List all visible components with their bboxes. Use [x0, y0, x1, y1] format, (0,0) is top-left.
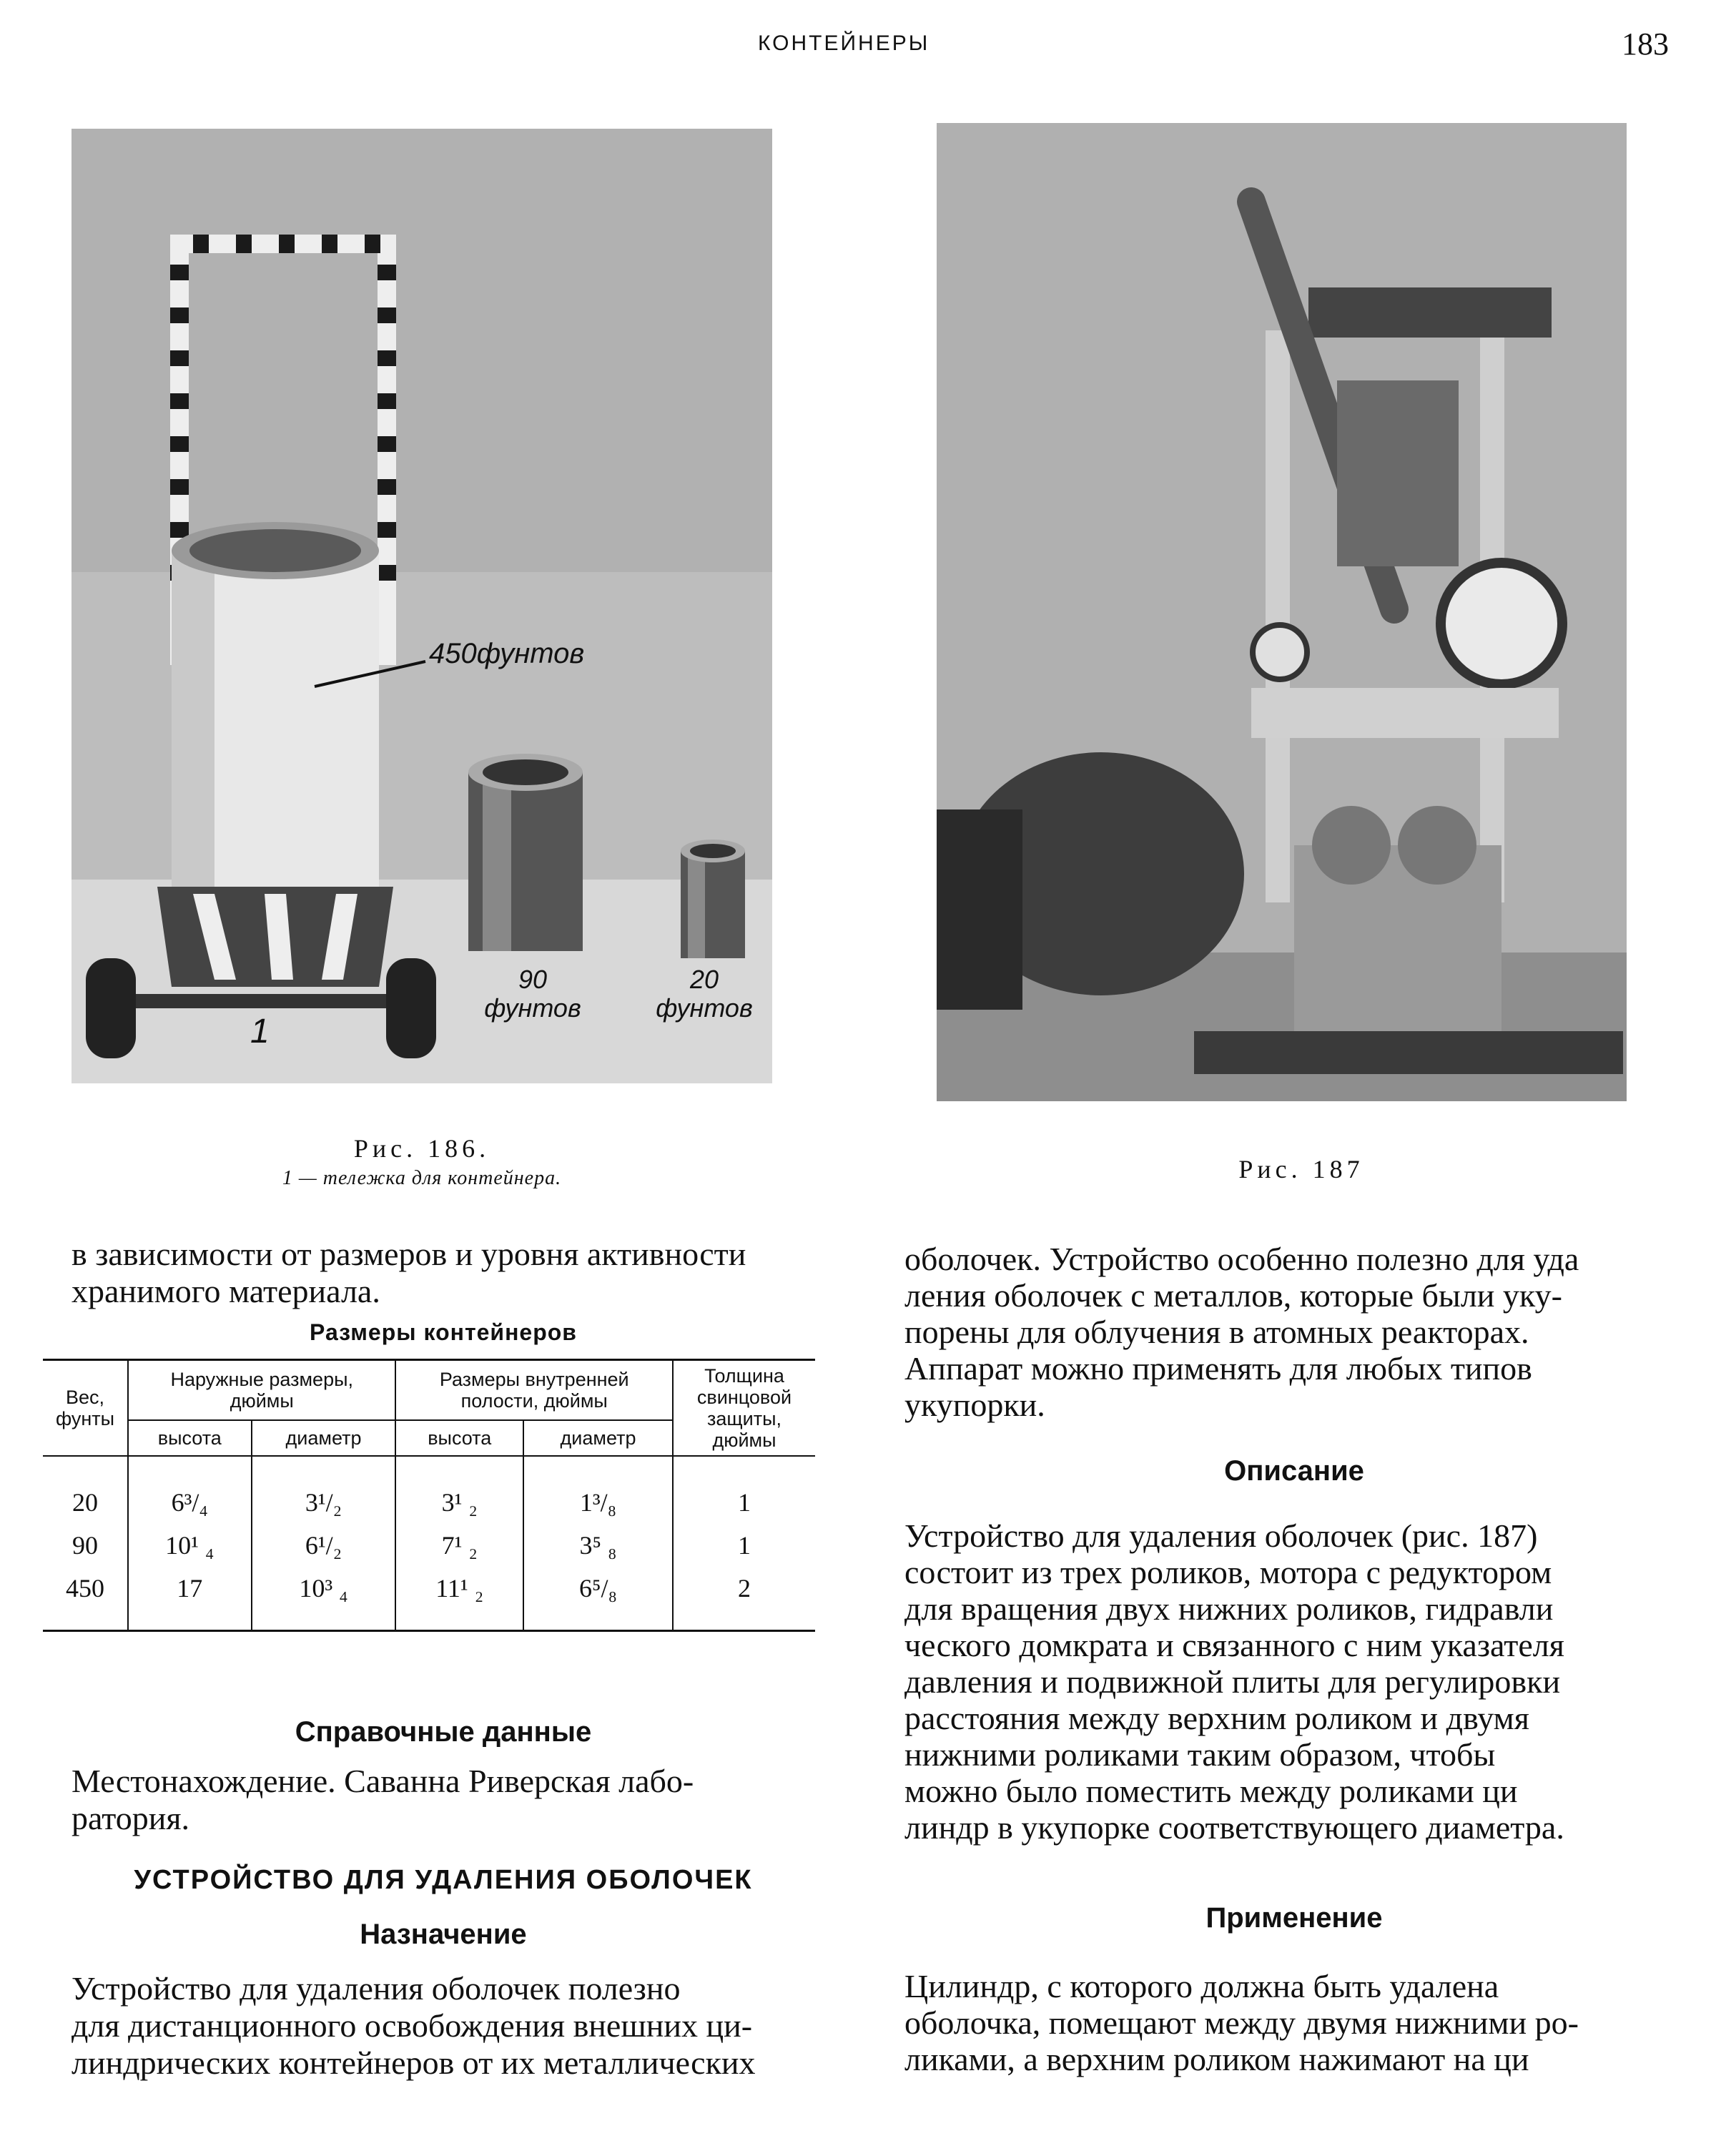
purpose-line: линдрических контейнеров от их металлических	[72, 2044, 756, 2081]
sub-height-header: высота	[128, 1420, 252, 1456]
right-line: порены для облучения в атомных реакторах.	[904, 1314, 1529, 1350]
table-cell: 3¹/₂	[252, 1456, 396, 1524]
sub-diameter-header: диаметр	[252, 1420, 396, 1456]
col-weight-header	[43, 1360, 128, 1457]
table-cell: 1	[673, 1456, 815, 1524]
right-continuation-paragraph	[904, 1241, 1684, 1423]
figure-186-photo	[72, 129, 772, 1083]
table-cell: 3¹ ₂	[395, 1456, 523, 1524]
description-line: для вращения двух нижних роликов, гидравли	[904, 1590, 1554, 1627]
col-outer-line: Наружные размеры,	[170, 1369, 353, 1391]
col-outer-header	[128, 1360, 395, 1421]
purpose-heading: Назначение	[360, 1919, 527, 1950]
table-cell: 6⁵/₈	[523, 1567, 673, 1631]
application-heading: Применение	[1205, 1902, 1383, 1934]
table-cell: 10³ ₄	[252, 1567, 396, 1631]
description-heading: Описание	[1224, 1455, 1364, 1487]
description-line: линдр в укупорке соответствующего диаметра.	[904, 1809, 1564, 1846]
application-line: Цилиндр, с которого должна быть удалена	[904, 1968, 1499, 2004]
purpose-line: для дистанционного освобождения внешних ци-	[72, 2007, 753, 2044]
table-cell: 6³/₄	[128, 1456, 252, 1524]
label-450-lb: 450фунтов	[429, 638, 585, 669]
description-paragraph	[904, 1517, 1684, 1846]
description-line: нижними роликами таким образом, чтобы	[904, 1736, 1496, 1773]
purpose-line: Устройство для удаления оболочек полезно	[72, 1970, 681, 2007]
table-cell: 17	[128, 1567, 252, 1631]
table-cell: 450	[66, 1574, 104, 1603]
description-line: Устройство для удаления оболочек (рис. 187)	[904, 1517, 1538, 1554]
figure-187-caption: Рис. 187	[1238, 1155, 1364, 1183]
description-line: давления и подвижной плиты для регулировки	[904, 1663, 1561, 1700]
right-line: оболочек. Устройство особенно полезно для уда	[904, 1241, 1579, 1277]
col-lead-line: защиты,	[707, 1408, 781, 1429]
label-90-lb	[472, 965, 593, 1023]
label-90-value: 90	[518, 965, 548, 994]
label-20-unit: фунтов	[656, 993, 753, 1023]
col-weight-line: Вес,	[65, 1387, 105, 1408]
description-line: ческого домкрата и связанного с ним указателя	[904, 1627, 1564, 1663]
reference-paragraph	[72, 1763, 815, 1837]
col-inner-line: полости, дюймы	[460, 1390, 608, 1412]
left-intro-line: хранимого материала.	[72, 1273, 380, 1309]
label-20-lb	[636, 965, 772, 1023]
reference-heading: Справочные данные	[295, 1716, 592, 1748]
figure-187-photo	[937, 123, 1627, 1101]
col-lead-line: свинцовой	[696, 1387, 792, 1408]
purpose-paragraph	[72, 1970, 815, 2082]
containers-table	[43, 1359, 815, 1632]
figure-186-subcaption: 1 — тележка для контейнера.	[282, 1167, 562, 1189]
reference-line: Местонахождение. Саванна Риверская лабо-	[72, 1763, 694, 1799]
right-line: укупорки.	[904, 1387, 1045, 1423]
reference-line: ратория.	[72, 1800, 189, 1836]
col-lead-line: дюймы	[712, 1429, 776, 1451]
col-lead-line: Толщина	[704, 1365, 784, 1387]
col-inner-line: Размеры внутренней	[439, 1369, 629, 1391]
right-line: ления оболочек с металлов, которые были уку-	[904, 1277, 1562, 1314]
section-heading: УСТРОЙСТВО ДЛЯ УДАЛЕНИЯ ОБОЛОЧЕК	[134, 1865, 753, 1895]
col-lead-header	[673, 1360, 815, 1457]
figure-186-caption: Рис. 186.	[353, 1134, 490, 1163]
application-paragraph	[904, 1968, 1684, 2077]
table-row	[43, 1567, 815, 1631]
right-line: Аппарат можно применять для любых типов	[904, 1350, 1532, 1387]
table-cell: 1³/₈	[523, 1456, 673, 1524]
description-line: можно было поместить между роликами ци	[904, 1773, 1518, 1809]
table-cell: 2	[673, 1567, 815, 1631]
description-line: расстояния между верхним роликом и двумя	[904, 1700, 1529, 1736]
col-inner-header	[395, 1360, 673, 1421]
table-cell: 11¹ ₂	[395, 1567, 523, 1631]
label-cart-number: 1	[250, 1013, 270, 1050]
table-row	[43, 1524, 815, 1567]
col-outer-line: дюймы	[230, 1390, 294, 1412]
table-cell: 10¹ ₄	[128, 1524, 252, 1567]
label-90-unit: фунтов	[484, 993, 581, 1023]
application-line: ликами, а верхним роликом нажимают на ци	[904, 2041, 1529, 2077]
description-line: состоит из трех роликов, мотора с редуктором	[904, 1554, 1552, 1590]
application-line: оболочка, помещают между двумя нижними ро-	[904, 2004, 1579, 2041]
left-intro-line: в зависимости от размеров и уровня активности	[72, 1236, 746, 1272]
table-cell: 1	[673, 1524, 815, 1567]
col-weight-line: фунты	[55, 1408, 115, 1429]
table-cell: 3⁵ ₈	[523, 1524, 673, 1567]
left-intro-paragraph	[72, 1236, 815, 1310]
table-cell: 90	[72, 1531, 98, 1560]
table-cell: 7¹ ₂	[395, 1524, 523, 1567]
table-caption: Размеры контейнеров	[310, 1319, 577, 1345]
label-20-value: 20	[689, 965, 719, 994]
page-number: 183	[1622, 26, 1669, 61]
sub-height-header: высота	[395, 1420, 523, 1456]
table-cell: 6¹/₂	[252, 1524, 396, 1567]
sub-diameter-header: диаметр	[523, 1420, 673, 1456]
running-title: КОНТЕЙНЕРЫ	[758, 31, 930, 55]
table-cell: 20	[72, 1488, 98, 1517]
table-row	[43, 1456, 815, 1524]
